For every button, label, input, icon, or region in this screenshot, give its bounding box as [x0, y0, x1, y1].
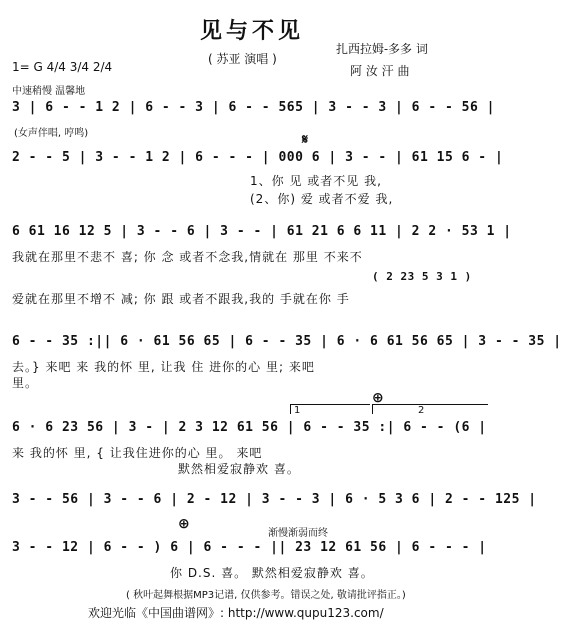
fine-note: 渐慢渐弱而终 — [268, 528, 328, 539]
lyric-line-3b: 爱就在那里不增不 减; 你 跟 或者不跟我,我的 手就在你 手 — [12, 292, 350, 306]
notation-line-6: 3 - - 56 | 3 - - 6 | 2 - 12 | 3 - - 3 | 6 · 5 3 6 | 2 - - 125 | — [12, 492, 537, 507]
lyric-line-5b: 默然相爱寂静欢 喜。 — [178, 462, 300, 476]
footer-welcome: 欢迎光临《中国曲谱网》: http://www.qupu123.com/ — [88, 606, 384, 620]
lyricist-credit: 扎西拉姆-多多 词 — [336, 42, 428, 56]
notation-line-2: 2 - - 5 | 3 - - 1 2 | 6 - - - | 000 6 | 3 - - | 61 15 6 - | — [12, 150, 504, 165]
performer-label: ( 苏亚 演唱 ) — [208, 52, 277, 66]
lyric-line-2a: 1、你 见 或者不见 我, — [250, 174, 382, 188]
volta-2-bracket — [372, 404, 488, 405]
alt-notation: ( 2 23 5 3 1 ) — [372, 270, 472, 283]
notation-line-4: 6 - - 35 :|| 6 · 61 56 65 | 6 - - 35 | 6 · 6 61 56 65 | 3 - - 35 | — [12, 334, 562, 349]
notation-line-5: 6 · 6 23 56 | 3 - | 2 3 12 61 56 | 6 - - 35 :| 6 - - (6 | — [12, 420, 487, 435]
coda-icon-2: ⊕ — [178, 516, 190, 532]
tempo-marking: 中速稍慢 温馨地 — [12, 86, 86, 97]
segno-icon: 𝄋 — [302, 132, 309, 148]
lyric-line-5a: 来 我的怀 里, { 让我住进你的心 里。 来吧 — [12, 446, 263, 460]
notation-line-3: 6 61 16 12 5 | 3 - - 6 | 3 - - | 61 21 6 6 11 | 2 2 · 53 1 | — [12, 224, 512, 239]
lyric-line-1: (女声伴唱, 哼鸣) — [14, 128, 89, 139]
lyric-line-7: 你 D.S. 喜。 默然相爱寂静欢 喜。 — [170, 566, 374, 580]
coda-icon: ⊕ — [372, 390, 384, 406]
volta-1-label: 1 — [294, 405, 301, 416]
notation-line-1: 3 | 6 - - 1 2 | 6 - - 3 | 6 - - 565 | 3 - - 3 | 6 - - 56 | — [12, 100, 495, 115]
key-time-signature: 1= G 4/4 3/4 2/4 — [12, 60, 113, 74]
lyric-line-3a: 我就在那里不悲不 喜; 你 念 或者不念我,情就在 那里 不来不 — [12, 250, 363, 264]
composer-credit: 阿 汝 汗 曲 — [350, 64, 410, 78]
volta-2-label: 2 — [418, 405, 425, 416]
lyric-line-4a: 去。} 来吧 来 我的怀 里, 让我 住 进你的心 里; 来吧 — [12, 360, 315, 374]
lyric-line-4b: 里。 — [12, 376, 39, 390]
volta-1-edge — [290, 404, 291, 414]
volta-1-bracket — [290, 404, 370, 405]
page-title: 见与不见 — [200, 19, 305, 44]
footer-note: ( 秋叶起舞根据MP3记谱, 仅供参考。错误之处, 敬请批评指正。) — [126, 590, 406, 601]
notation-line-7: 3 - - 12 | 6 - - ) 6 | 6 - - - || 23 12 61 56 | 6 - - - | — [12, 540, 487, 555]
lyric-line-2b: (2、你) 爱 或者不爱 我, — [250, 192, 394, 206]
